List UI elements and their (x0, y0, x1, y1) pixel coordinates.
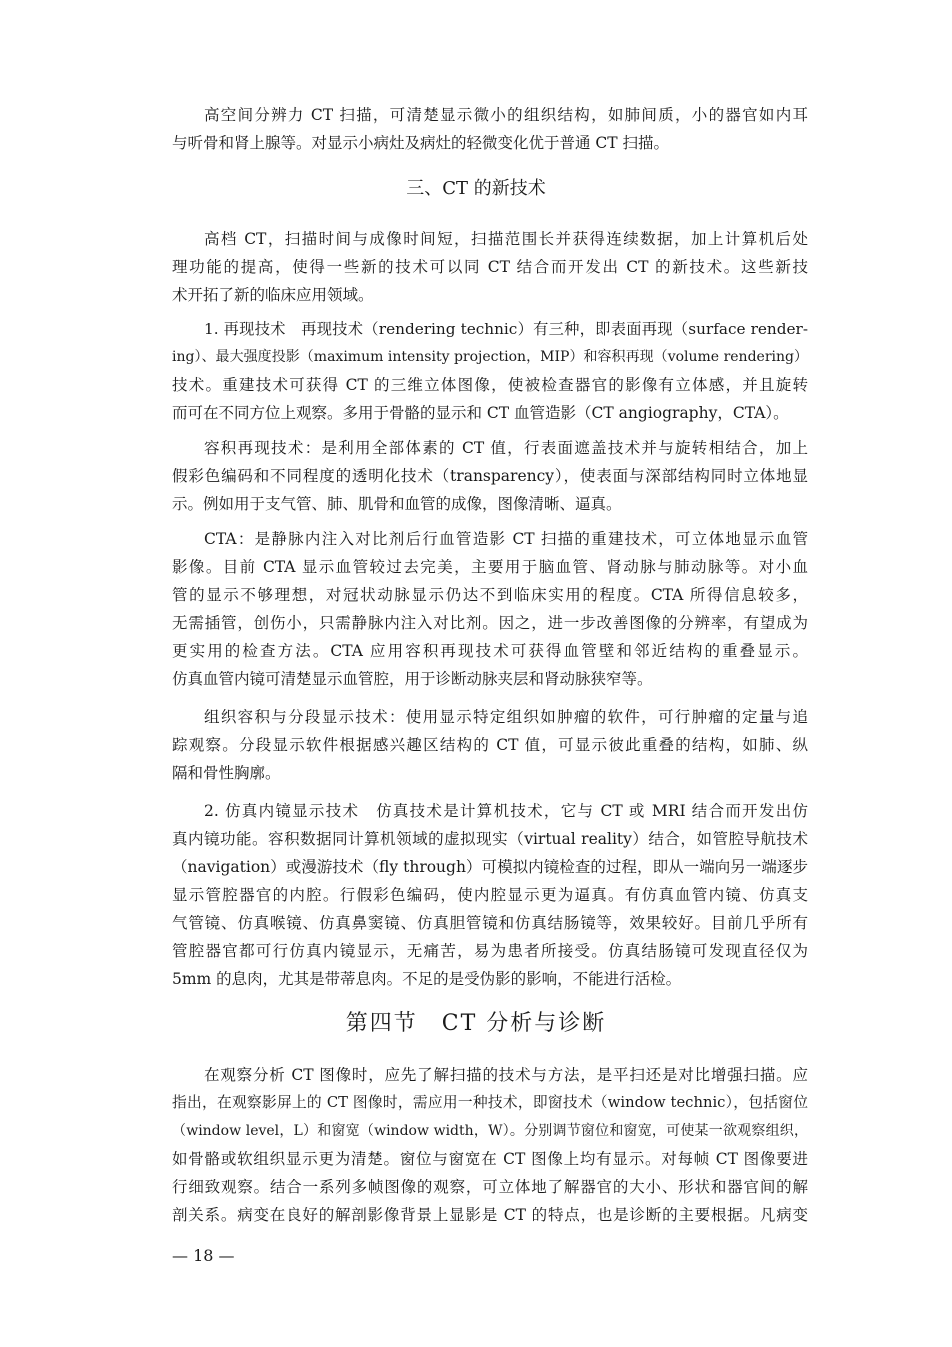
text-line: 剖关系。病变在良好的解剖影像背景上显影是 CT 的特点，也是诊断的主要根据。凡病变 (172, 1206, 808, 1224)
text-line: 假彩色编码和不同程度的透明化技术（transparency），使表面与深部结构同时立体地显 (172, 467, 808, 485)
text-line: 高空间分辨力 CT 扫描，可清楚显示微小的组织结构，如肺间质，小的器官如内耳 (204, 106, 808, 124)
text-line: 仿真血管内镜可清楚显示血管腔，用于诊断动脉夹层和肾动脉狭窄等。 (172, 670, 653, 688)
text-line: 在观察分析 CT 图像时，应先了解扫描的技术与方法，是平扫还是对比增强扫描。应 (204, 1066, 808, 1084)
text-line: 5mm 的息肉，尤其是带蒂息肉。不足的是受伪影的影响，不能进行活检。 (172, 970, 682, 988)
page-number: — 18 — (172, 1246, 235, 1265)
text-line: （navigation）或漫游技术（fly through）可模拟内镜检查的过程，即从一端向另一端逐步 (172, 858, 808, 876)
text-line: 管的显示不够理想，对冠状动脉显示仍达不到临床实用的程度。CTA 所得信息较多， (172, 586, 808, 604)
text-line: 理功能的提高，使得一些新的技术可以同 CT 结合而开发出 CT 的新技术。这些新技 (172, 258, 808, 276)
text-line: 行细致观察。结合一系列多帧图像的观察，可立体地了解器官的大小、形状和器官间的解 (172, 1178, 808, 1196)
text-line: 指出，在观察影屏上的 CT 图像时，需应用一种技术，即窗技术（window technic），包括窗位 (172, 1094, 808, 1111)
text-line: 如骨骼或软组织显示更为清楚。窗位与窗宽在 CT 图像上均有显示。对每帧 CT 图像要进 (172, 1150, 808, 1168)
text-line: 组织容积与分段显示技术：使用显示特定组织如肿瘤的软件，可行肿瘤的定量与追 (204, 708, 808, 726)
text-line: 无需插管，创伤小，只需静脉内注入对比剂。因之，进一步改善图像的分辨率，有望成为 (172, 614, 808, 632)
text-line: 技术。重建技术可获得 CT 的三维立体图像，使被检查器官的影像有立体感，并且旋转 (172, 376, 808, 394)
text-line: 踪观察。分段显示软件根据感兴趣区结构的 CT 值，可显示彼此重叠的结构，如肺、纵 (172, 736, 808, 754)
text-line: 更实用的检查方法。CTA 应用容积再现技术可获得血管壁和邻近结构的重叠显示。 (172, 642, 808, 660)
text-line: 2. 仿真内镜显示技术 仿真技术是计算机技术，它与 CT 或 MRI 结合而开发出仿 (204, 802, 808, 820)
text-line: 高档 CT，扫描时间与成像时间短，扫描范围长并获得连续数据，加上计算机后处 (204, 230, 808, 248)
text-line: 1. 再现技术 再现技术（rendering technic）有三种，即表面再现（surface render- (204, 320, 808, 338)
text-line: 显示管腔器官的内腔。行假彩色编码，使内腔显示更为逼真。有仿真血管内镜、仿真支 (172, 886, 808, 904)
text-line: 与听骨和肾上腺等。对显示小病灶及病灶的轻微变化优于普通 CT 扫描。 (172, 134, 670, 152)
text-line: ing）、最大强度投影（maximum intensity projection，MIP）和容积再现（volume rendering） (172, 349, 808, 365)
text-line: （window level，L）和窗宽（window width，W）。分别调节窗位和窗宽，可使某一欲观察组织， (172, 1123, 808, 1139)
text-line: 示。例如用于支气管、肺、肌骨和血管的成像，图像清晰、逼真。 (172, 495, 622, 513)
text-line: 真内镜功能。容积数据同计算机领域的虚拟现实（virtual reality）结合，如管腔导航技术 (172, 830, 808, 848)
text-line: 管腔器官都可行仿真内镜显示，无痛苦，易为患者所接受。仿真结肠镜可发现直径仅为 (172, 942, 808, 960)
text-line: 而可在不同方位上观察。多用于骨骼的显示和 CT 血管造影（CT angiography，CTA）。 (172, 404, 789, 422)
text-line: 影像。目前 CTA 显示血管较过去完美，主要用于脑血管、肾动脉与肺动脉等。对小血 (172, 558, 808, 576)
section-title: 第四节 CT 分析与诊断 (345, 1011, 607, 1036)
text-line: 隔和骨性胸廓。 (172, 764, 281, 782)
text-line: CTA：是静脉内注入对比剂后行血管造影 CT 扫描的重建技术，可立体地显示血管 (204, 530, 808, 548)
text-line: 术开拓了新的临床应用领域。 (172, 286, 374, 304)
text-line: 容积再现技术：是利用全部体素的 CT 值，行表面遮盖技术并与旋转相结合，加上 (204, 439, 808, 457)
subheading-new-techniques: 三、CT 的新技术 (406, 178, 546, 199)
text-line: 气管镜、仿真喉镜、仿真鼻窦镜、仿真胆管镜和仿真结肠镜等，效果较好。目前几乎所有 (172, 914, 808, 932)
